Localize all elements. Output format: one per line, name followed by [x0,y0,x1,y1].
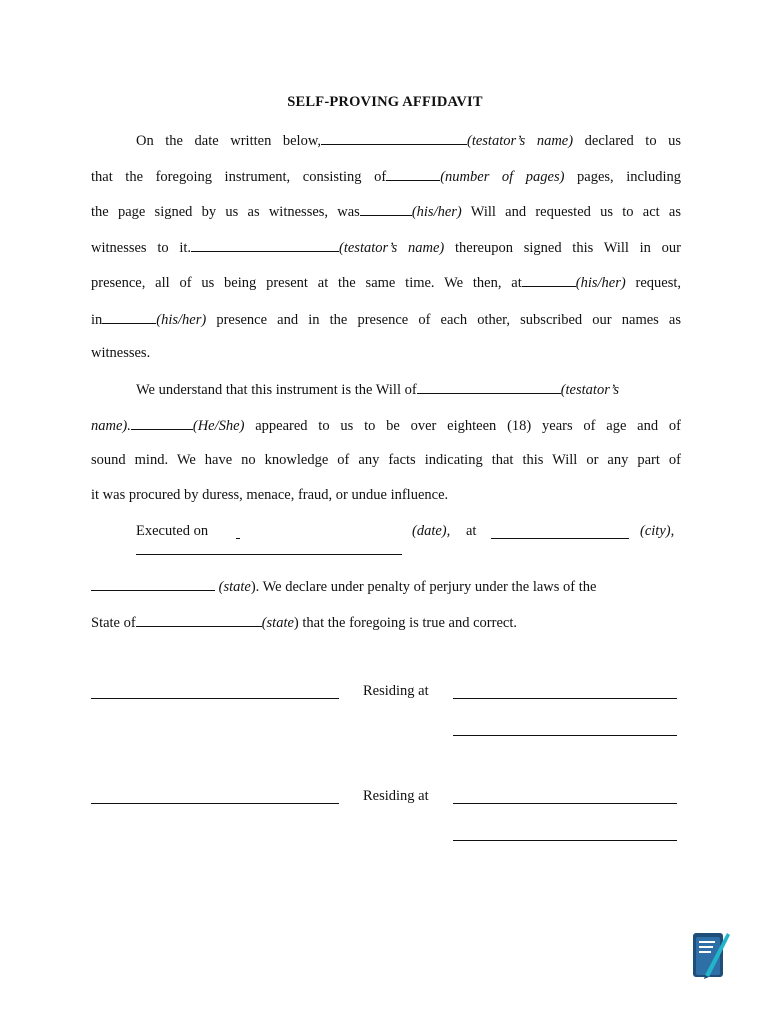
p2-line-3: sound mind. We have no knowledge of any facts indicating that this Will or any part of [91,452,681,468]
witness-2-address-line-1[interactable] [453,803,677,804]
p2-line-4: it was procured by duress, menace, fraud, or undue influence. [91,487,449,503]
document-pen-logo-icon [691,929,731,981]
p1-line-3: the page signed by us as witnesses, was (his/her) Will and requested us to act as [91,201,681,221]
document-title: SELF-PROVING AFFIDAVIT [287,94,483,110]
witness-1-address-line-1[interactable] [453,698,677,699]
city-line[interactable] [491,538,629,539]
witness-2-signature-line[interactable] [91,803,339,804]
witness-1-address-line-2[interactable] [453,735,677,736]
p1-line-7: witnesses. [91,345,151,361]
p2-line-1: We understand that this instrument is the Will of (testator’s [136,379,681,399]
date-label: (date), [412,523,451,539]
witness-1-signature-line[interactable] [91,698,339,699]
p1-line-1: On the date written below, (testator’s name) declared to us [136,130,681,150]
p1-line-6: in (his/her) presence and in the presence of each other, subscribed our names as [91,309,681,329]
execution-date-line[interactable] [136,554,402,555]
p1-line-2: that the foregoing instrument, consisting of (number of pages) pages, including [91,166,681,186]
witness-1-residing-label: Residing at [363,683,429,699]
city-label: (city), [640,523,675,539]
p1-line-5: presence, all of us being present at the same time. We then, at (his/her) request, [91,272,681,292]
at-label: at [466,523,477,539]
state-line-2: State of (state) that the foregoing is true and correct. [91,612,681,632]
p1-line-4: witnesses to it. (testator’s name) thereupon signed this Will in our [91,237,681,257]
witness-2-address-line-2[interactable] [453,840,677,841]
witness-2-residing-label: Residing at [363,788,429,804]
p2-line-2: name). (He/She) appeared to us to be over eighteen (18) years of age and of [91,415,681,435]
state-line-1: (state). We declare under penalty of perjury under the laws of the [91,576,681,596]
executed-label: Executed on [136,523,209,539]
